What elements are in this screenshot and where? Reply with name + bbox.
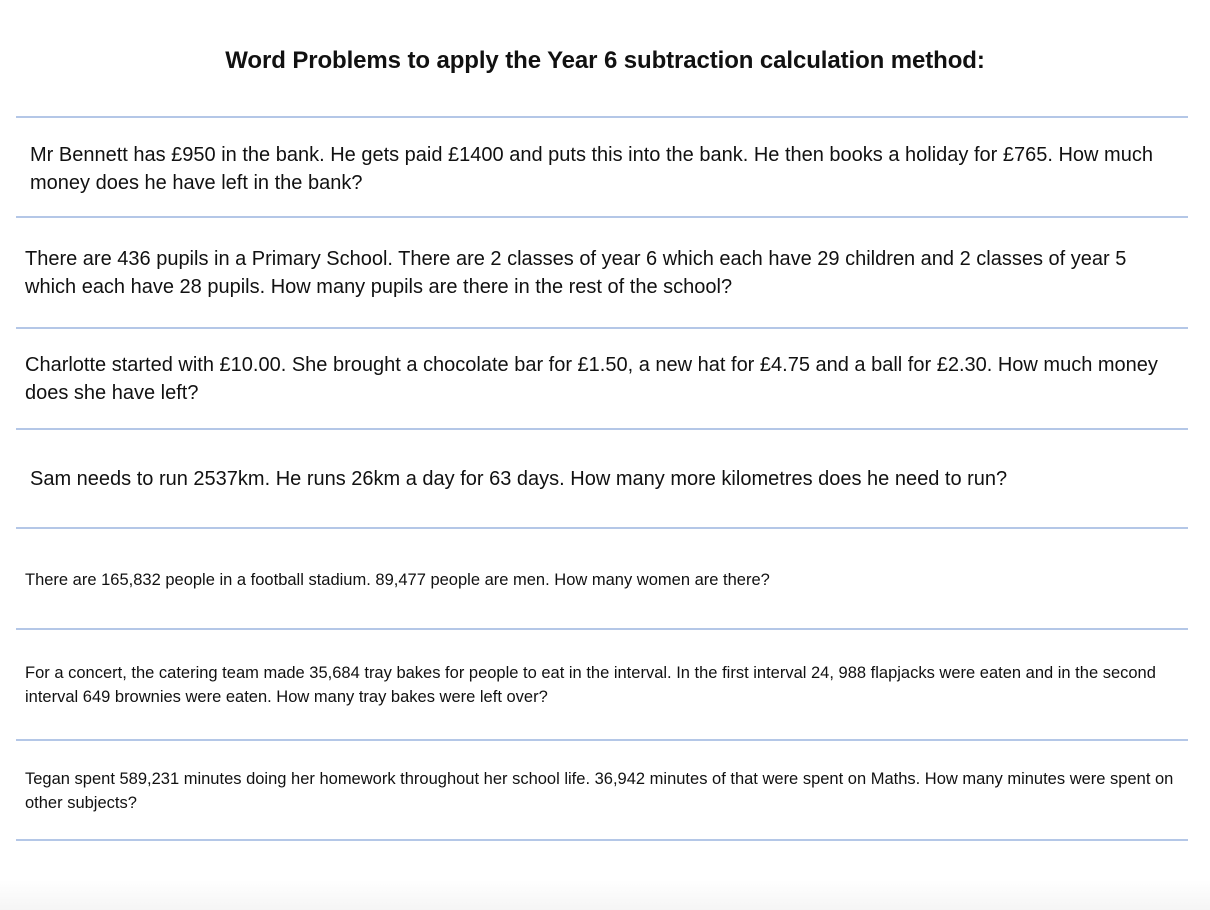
problem-1: Mr Bennett has £950 in the bank. He gets paid £1400 and puts this into the bank. He then books a holiday for £765. How much money does he have left in the bank? <box>30 144 1153 194</box>
problem-5: There are 165,832 people in a football stadium. 89,477 people are men. How many women are there? <box>25 571 770 589</box>
page-title: Word Problems to apply the Year 6 subtraction calculation method: <box>225 47 985 74</box>
divider-line <box>16 628 1188 630</box>
page-bottom-shade <box>0 880 1210 910</box>
divider-line <box>16 216 1188 218</box>
divider-line <box>16 327 1188 329</box>
problem-6: For a concert, the catering team made 35,684 tray bakes for people to eat in the interval. In the first interval 24, 988 flapjacks were eaten and in the second interval 649 brownies were eaten. How many tray bakes were left over? <box>25 664 1156 706</box>
problem-4: Sam needs to run 2537km. He runs 26km a day for 63 days. How many more kilometres does he need to run? <box>30 468 1008 490</box>
problem-3: Charlotte started with £10.00. She brought a chocolate bar for £1.50, a new hat for £4.75 and a ball for £2.30. How much money does she have left? <box>25 354 1158 404</box>
problem-2: There are 436 pupils in a Primary School. There are 2 classes of year 6 which each have 29 children and 2 classes of year 5 which each have 28 pupils. How many pupils are there in the rest of the school? <box>25 248 1127 298</box>
divider-line <box>16 428 1188 430</box>
divider-line <box>16 116 1188 118</box>
problem-7: Tegan spent 589,231 minutes doing her homework throughout her school life. 36,942 minutes of that were spent on Maths. How many minutes were spent on other subjects? <box>25 770 1174 812</box>
divider-line <box>16 739 1188 741</box>
divider-line <box>16 527 1188 529</box>
divider-line <box>16 839 1188 841</box>
